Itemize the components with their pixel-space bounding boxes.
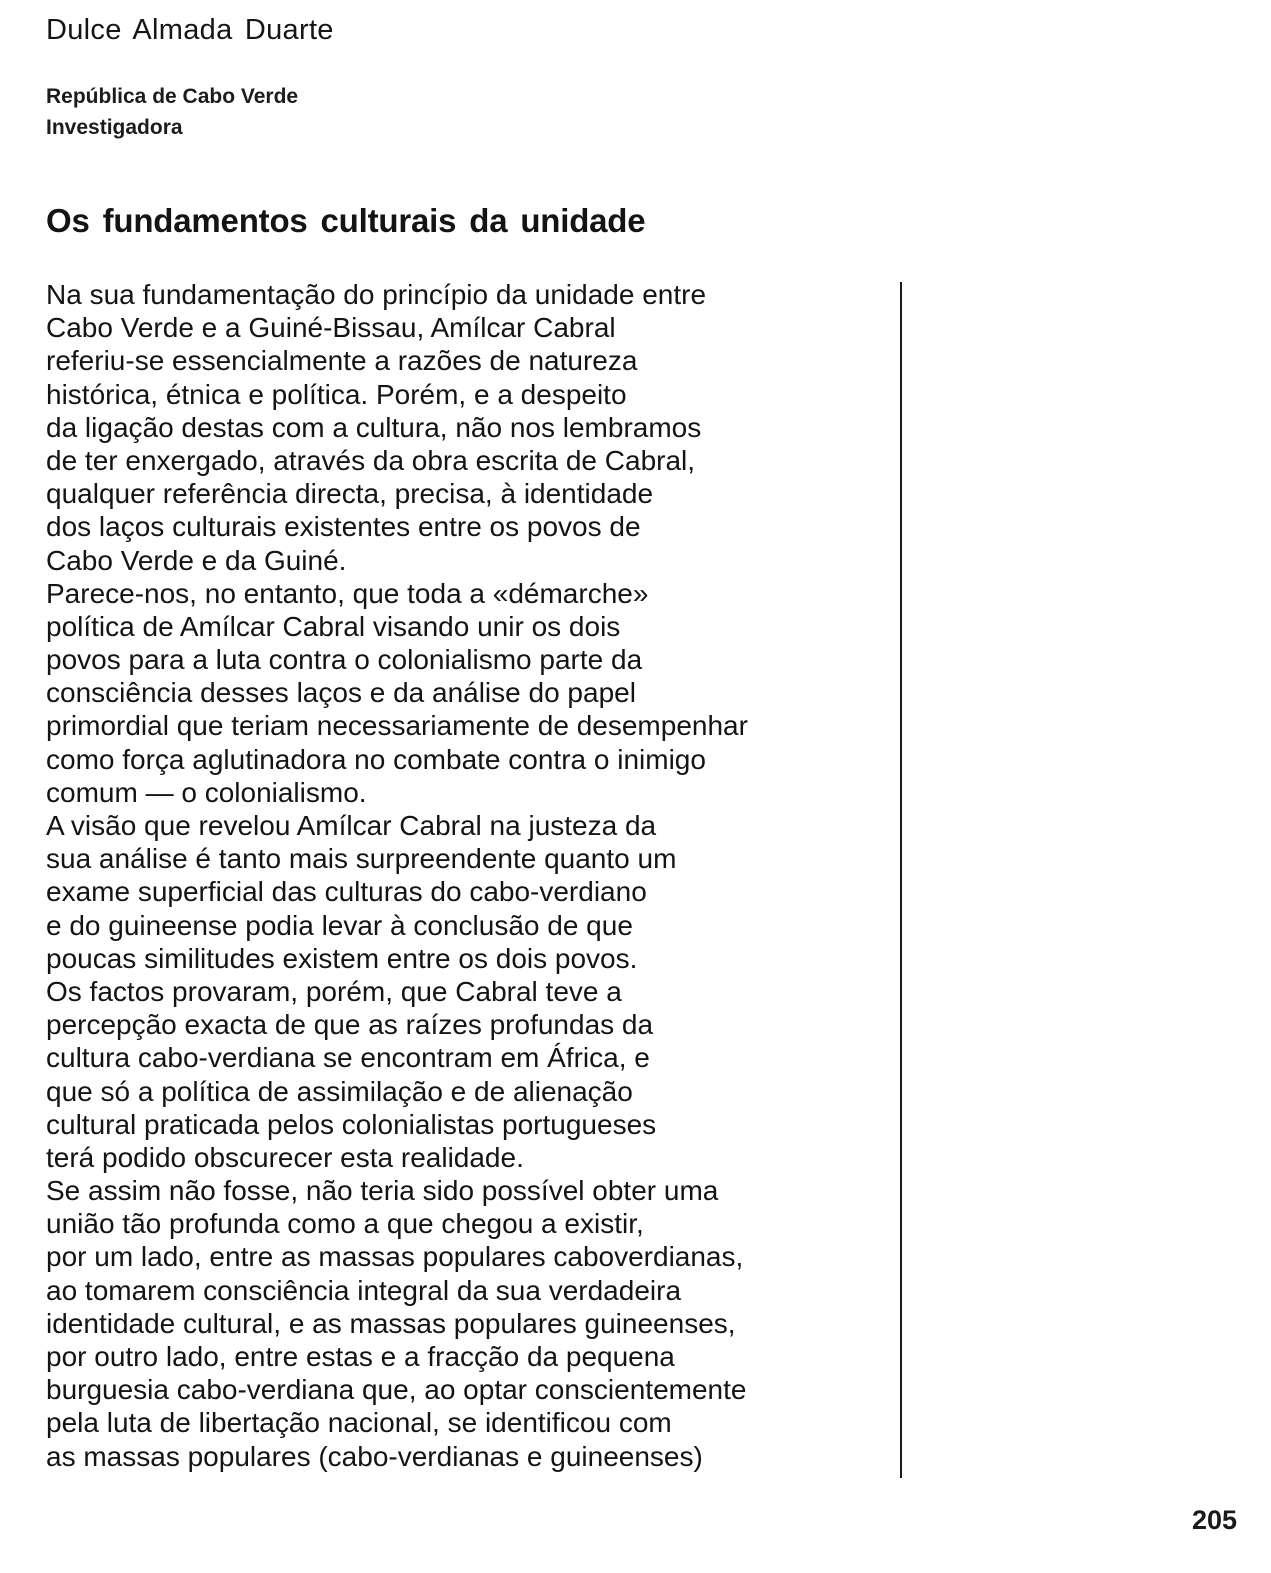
body-line: e do guineense podia levar à conclusão de que	[46, 909, 633, 941]
body-line: ao tomarem consciência integral da sua verdadeira	[46, 1274, 682, 1306]
body-line: Cabo Verde e a Guiné-Bissau, Amílcar Cabral	[46, 312, 616, 344]
body-line: terá podido obscurecer esta realidade.	[46, 1141, 524, 1173]
body-line: por outro lado, entre estas e a fracção da pequena	[46, 1341, 675, 1372]
body-line: exame superficial das culturas do cabo-verdiano	[46, 876, 647, 908]
body-line: histórica, étnica e política. Porém, e a despeito	[46, 378, 627, 410]
author-role: Investigadora	[46, 116, 183, 139]
body-line: dos laços culturais existentes entre os povos de	[46, 511, 641, 543]
body-line: que só a política de assimilação e de alienação	[46, 1075, 633, 1107]
body-line: Cabo Verde e da Guiné.	[46, 544, 347, 576]
author-country: República de Cabo Verde	[46, 85, 299, 108]
body-line: Na sua fundamentação do princípio da unidade entre	[46, 279, 707, 310]
body-line: burguesia cabo-verdiana que, ao optar conscientemente	[46, 1374, 747, 1406]
body-line: referiu-se essencialmente a razões de natureza	[46, 345, 638, 377]
body-line: as massas populares (cabo-verdianas e guineenses)	[46, 1440, 703, 1472]
body-line: de ter enxergado, através da obra escrita de Cabral,	[46, 444, 696, 476]
body-line: A visão que revelou Amílcar Cabral na justeza da	[46, 810, 657, 841]
body-line: sua análise é tanto mais surpreendente quanto um	[46, 843, 677, 875]
body-line: identidade cultural, e as massas populares guineenses,	[46, 1307, 736, 1339]
body-line: Parece-nos, no entanto, que toda a «démarche»	[46, 577, 649, 609]
article-body	[46, 278, 888, 1473]
page-number: 205	[1192, 1505, 1238, 1535]
body-line: consciência desses laços e da análise do papel	[46, 677, 636, 709]
margin-rule	[900, 282, 902, 1478]
body-line: povos para a luta contra o colonialismo parte da	[46, 644, 643, 676]
body-line: união tão profunda como a que chegou a existir,	[46, 1208, 644, 1240]
body-line: cultural praticada pelos colonialistas portugueses	[46, 1108, 657, 1140]
body-line: como força aglutinadora no combate contra o inimigo	[46, 743, 706, 775]
body-line: por um lado, entre as massas populares caboverdianas,	[46, 1241, 744, 1273]
body-line: comum — o colonialismo.	[46, 776, 367, 808]
body-line: da ligação destas com a cultura, não nos lembramos	[46, 411, 702, 443]
body-line: percepção exacta de que as raízes profundas da	[46, 1009, 654, 1041]
article-title: Os fundamentos culturais da unidade	[46, 202, 646, 239]
body-line: poucas similitudes existem entre os dois povos.	[46, 942, 638, 974]
body-line: política de Amílcar Cabral visando unir os dois	[46, 610, 621, 642]
author-name: Dulce Almada Duarte	[46, 14, 334, 46]
body-line: Os factos provaram, porém, que Cabral teve a	[46, 975, 622, 1007]
body-line: primordial que teriam necessariamente de desempenhar	[46, 710, 748, 742]
body-line: pela luta de libertação nacional, se identificou com	[46, 1407, 672, 1439]
body-line: Se assim não fosse, não teria sido possível obter uma	[46, 1175, 719, 1207]
body-line: cultura cabo-verdiana se encontram em África, e	[46, 1042, 650, 1074]
body-line: qualquer referência directa, precisa, à identidade	[46, 478, 654, 510]
